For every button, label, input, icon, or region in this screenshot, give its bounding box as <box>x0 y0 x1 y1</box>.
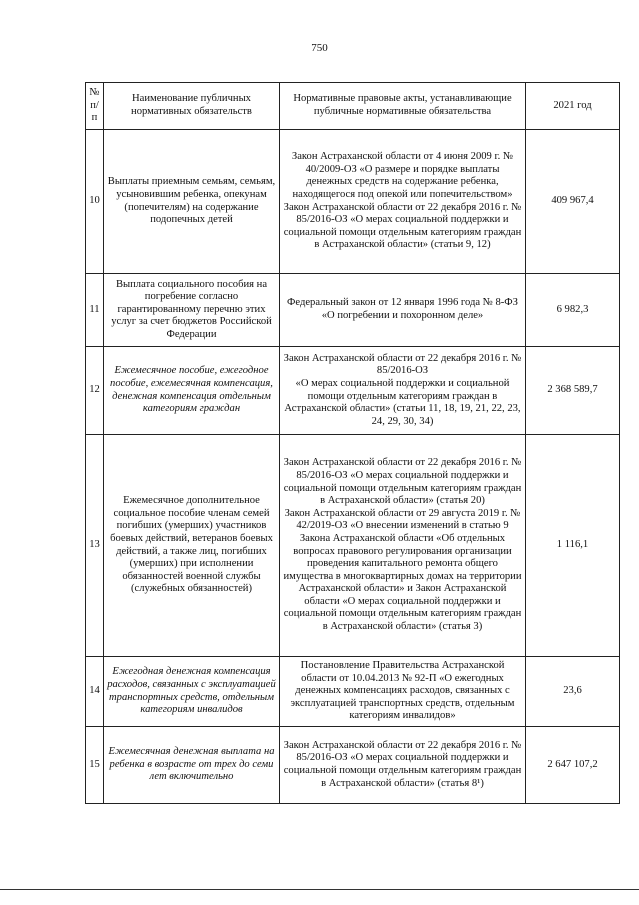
table-row <box>86 727 620 804</box>
row-number: 11 <box>86 274 104 347</box>
obligation-name: Выплата социального пособия на погребение согласно гарантированному перечню этих услуг за счет бюджетов Российской Федерации <box>104 274 280 347</box>
table-row <box>86 657 620 727</box>
amount-2021: 2 368 589,7 <box>526 347 620 435</box>
amount-2021: 23,6 <box>526 657 620 727</box>
obligation-name: Ежегодная денежная компенсация расходов, связанных с эксплуатацией транспортных средств, отдельным категориям инвалидов <box>104 657 280 727</box>
obligation-name: Ежемесячная денежная выплата на ребенка в возрасте от трех до семи лет включительно <box>104 727 280 804</box>
legal-act: Закон Астраханской области от 22 декабря 2016 г. № 85/2016-ОЗ «О мерах социальной поддержки и социальной помощи отдельным категориям граждан в Астраханской области» (статьи 9, 12) <box>283 201 522 251</box>
legal-acts <box>280 347 526 435</box>
amount-2021: 1 116,1 <box>526 435 620 657</box>
legal-acts <box>280 727 526 804</box>
legal-act: «О мерах социальной поддержки и социальной помощи отдельным категориям граждан в Астраханской области» (статьи 11, 18, 19, 21, 22, 23, 24, 29, 30, 34) <box>284 377 521 427</box>
table-row <box>86 435 620 657</box>
legal-act: Закон Астраханской области от 22 декабря 2016 г. № 85/2016-ОЗ <box>283 352 522 377</box>
obligation-name: Ежемесячное дополнительное социальное пособие членам семей погибших (умерших) участников боевых действий, ветеранов боевых действий, а также лиц, погибших (умерших) при исполнении обязанностей военной службы (служебных обязанностей) <box>104 435 280 657</box>
row-number: 12 <box>86 347 104 435</box>
table-row <box>86 347 620 435</box>
obligation-name: Выплаты приемным семьям, семьям, усыновившим ребенка, опекунам (попечителям) на содержание подопечных детей <box>104 130 280 274</box>
page-number: 750 <box>311 42 328 54</box>
table-row <box>86 274 620 347</box>
header-acts: Нормативные правовые акты, устанавливающие публичные нормативные обязательства <box>280 83 526 130</box>
legal-act: Закон Астраханской области от 4 июня 2009 г. № 40/2009-ОЗ «О размере и порядке выплаты денежных средств на содержание ребенка, находящегося под опекой или попечительством» <box>291 151 514 200</box>
row-number: 13 <box>86 435 104 657</box>
amount-2021: 6 982,3 <box>526 274 620 347</box>
legal-acts <box>280 657 526 727</box>
legal-act: Постановление Правительства Астраханской области от 10.04.2013 № 92-П «О ежегодных денежных компенсациях расходов, связанных с эксплуатацией транспортных средств, отдельным категориям инвалидов» <box>290 660 515 722</box>
legal-act: Закон Астраханской области от 22 декабря 2016 г. № 85/2016-ОЗ «О мерах социальной поддержки и социальной помощи отдельным категориям граждан в Астраханской области» (статья 8¹) <box>283 739 522 789</box>
bottom-rule <box>0 889 639 890</box>
amount-2021: 2 647 107,2 <box>526 727 620 804</box>
header-name: Наименование публичных нормативных обязательств <box>104 83 280 130</box>
row-number: 10 <box>86 130 104 274</box>
legal-acts <box>280 274 526 347</box>
header-number: № п/п <box>86 83 104 130</box>
table-header-row <box>86 83 620 130</box>
legal-act: Закон Астраханской области от 29 августа 2019 г. № 42/2019-ОЗ «О внесении изменений в статью 9 Закона Астраханской области «Об отдельных вопросах правового регулирования организации проведения капитального ремонта общего имущества в многоквартирных домах на территории Астраханской области» и Закон Астраханской области «О мерах социальной поддержки и социальной помощи отдельным категориям граждан в Астраханской области» (статья 3) <box>283 507 522 633</box>
header-year: 2021 год <box>526 83 620 130</box>
obligation-name: Ежемесячное пособие, ежегодное пособие, ежемесячная компенсация, денежная компенсация отдельным категориям граждан <box>104 347 280 435</box>
row-number: 14 <box>86 657 104 727</box>
legal-acts <box>280 130 526 274</box>
legal-acts <box>280 435 526 657</box>
obligations-table <box>85 82 620 804</box>
row-number: 15 <box>86 727 104 804</box>
table-row <box>86 130 620 274</box>
amount-2021: 409 967,4 <box>526 130 620 274</box>
legal-act: Закон Астраханской области от 22 декабря 2016 г. № 85/2016-ОЗ «О мерах социальной поддержки и социальной помощи отдельным категориям граждан в Астраханской области» (статья 20) <box>283 457 522 507</box>
legal-act: Федеральный закон от 12 января 1996 года № 8-ФЗ «О погребении и похоронном деле» <box>287 297 518 321</box>
